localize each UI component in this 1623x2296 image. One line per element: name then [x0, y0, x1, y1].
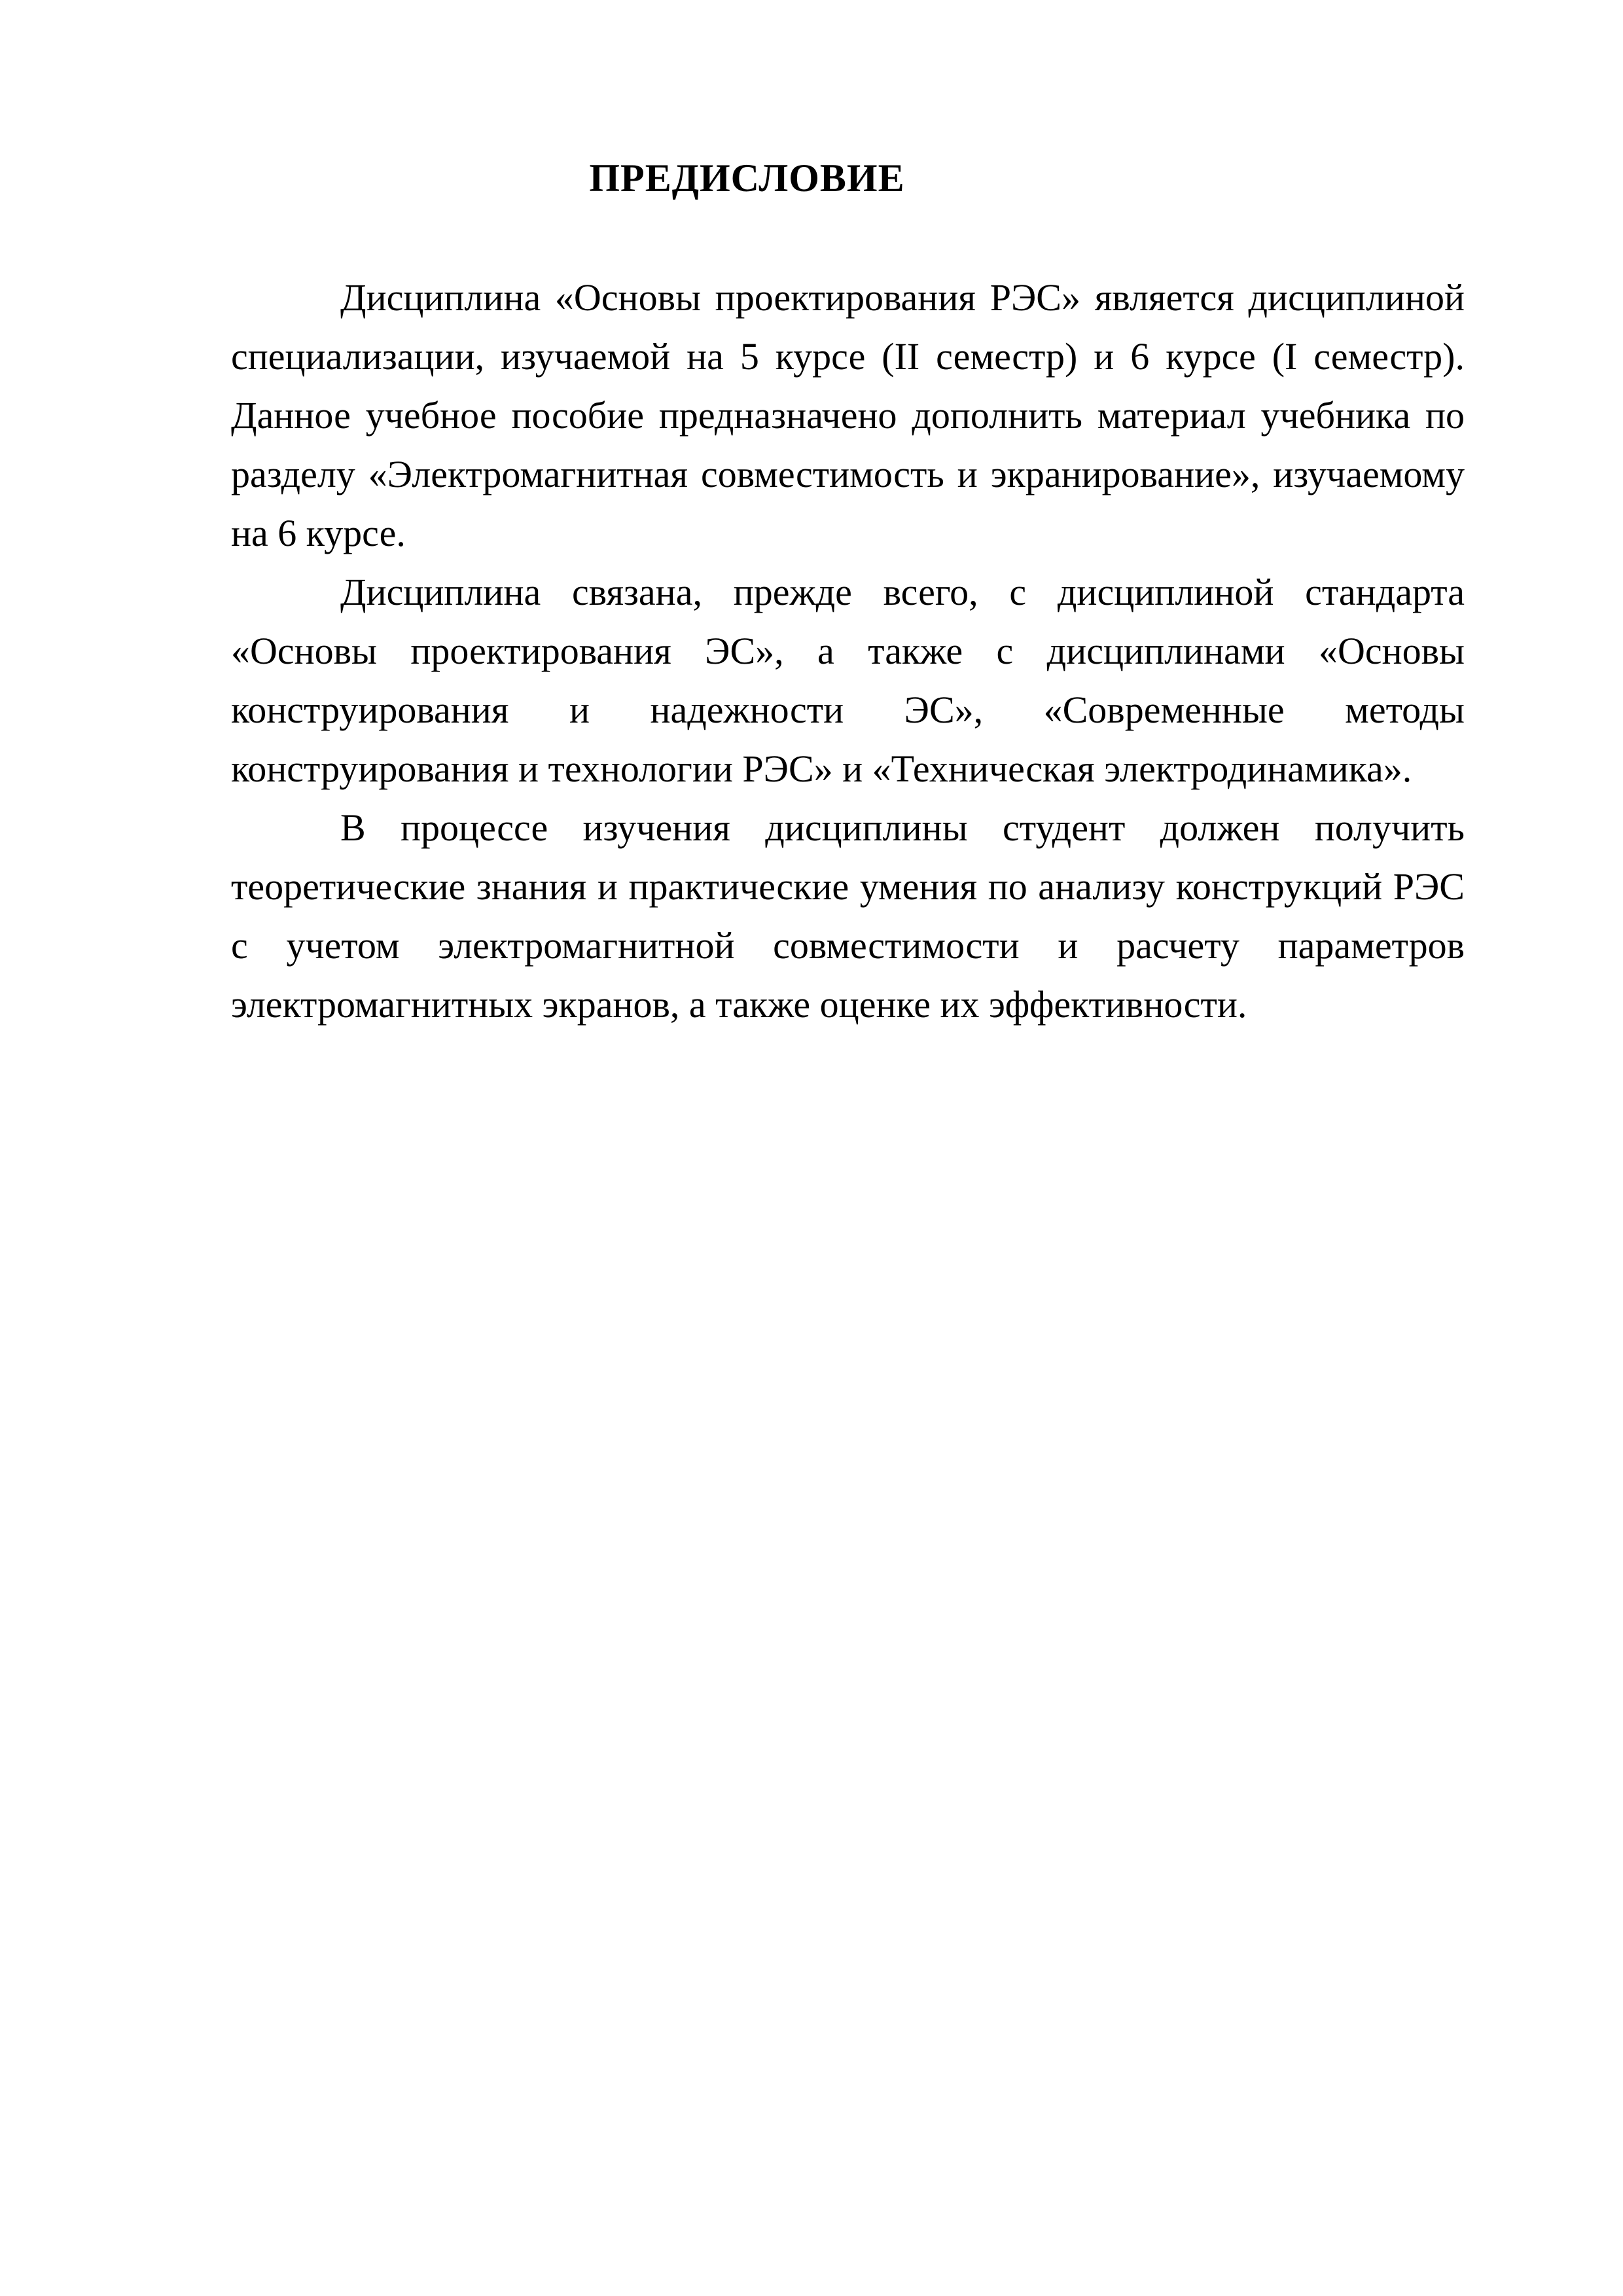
page-title: ПРЕДИСЛОВИЕ: [589, 156, 905, 200]
paragraph-3: В процессе изучения дисциплины студент должен получить теоретические знания и практические умения по анализу конструкций РЭС с учетом электромагнитной совместимости и расчету параметров электромагнитных экранов, а также оценке их эффективности.: [231, 806, 1465, 1026]
paragraph-2: Дисциплина связана, прежде всего, с дисциплиной стандарта «Основы проектирования ЭС», а также с дисциплинами «Основы конструирования и надежности ЭС», «Современные методы конструирования и технологии РЭС» и «Техническая электродинамика».: [231, 571, 1465, 790]
document-body: [231, 268, 1465, 1034]
paragraph-1: Дисциплина «Основы проектирования РЭС» является дисциплиной специализации, изучаемой на 5 курсе (II семестр) и 6 курсе (I семестр). Данное учебное пособие предназначено дополнить материал учебника по разделу «Электромагнитная совместимость и экранирование», изучаемому на 6 курсе.: [231, 276, 1465, 554]
